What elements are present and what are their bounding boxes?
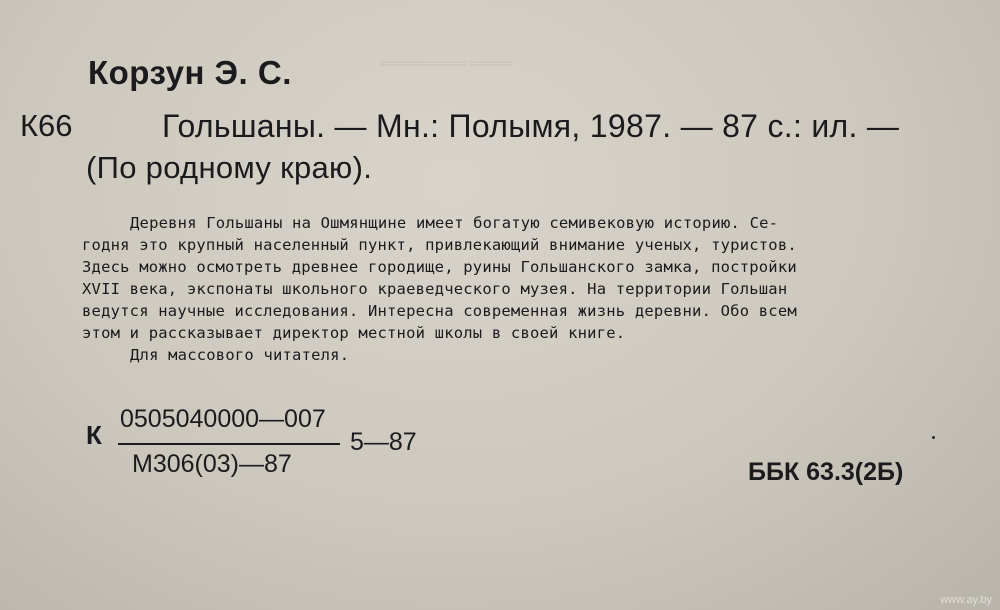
show-through-text: ════ ════════ <box>380 55 512 72</box>
annotation-line: Деревня Гольшаны на Ошмянщине имеет богатую семивековую историю. Се- <box>130 214 779 232</box>
index-numerator: 0505040000—007 <box>120 405 326 433</box>
index-letter: К <box>86 420 102 450</box>
index-side: 5—87 <box>350 428 417 456</box>
annotation-line: Здесь можно осмотреть древнее городище, руины Гольшанского замка, постройки <box>82 258 797 276</box>
title-line: Гольшаны. — Мн.: Полымя, 1987. — 87 с.: ил. — <box>162 108 900 144</box>
annotation-block <box>82 212 942 366</box>
watermark: www.ay.by <box>940 594 992 606</box>
annotation-line: ведутся научные исследования. Интересна современная жизнь деревни. Обо всем <box>82 302 797 320</box>
series-line: (По родному краю). <box>86 150 373 185</box>
annotation-line: годня это крупный населенный пункт, привлекающий внимание ученых, туристов. <box>82 236 797 254</box>
ink-speck <box>932 436 935 439</box>
author-name: Корзун Э. С. <box>88 54 292 91</box>
index-denominator: М306(03)—87 <box>132 450 292 478</box>
annotation-line: XVII века, экспонаты школьного краеведческого музея. На территории Гольшан <box>82 280 788 298</box>
bbk-code: ББК 63.3(2Б) <box>748 458 904 486</box>
class-code: К66 <box>20 108 73 143</box>
annotation-line: этом и рассказывает директор местной школы в своей книге. <box>82 324 626 342</box>
audience-note: Для массового читателя. <box>130 346 350 364</box>
fraction-bar <box>118 443 340 445</box>
